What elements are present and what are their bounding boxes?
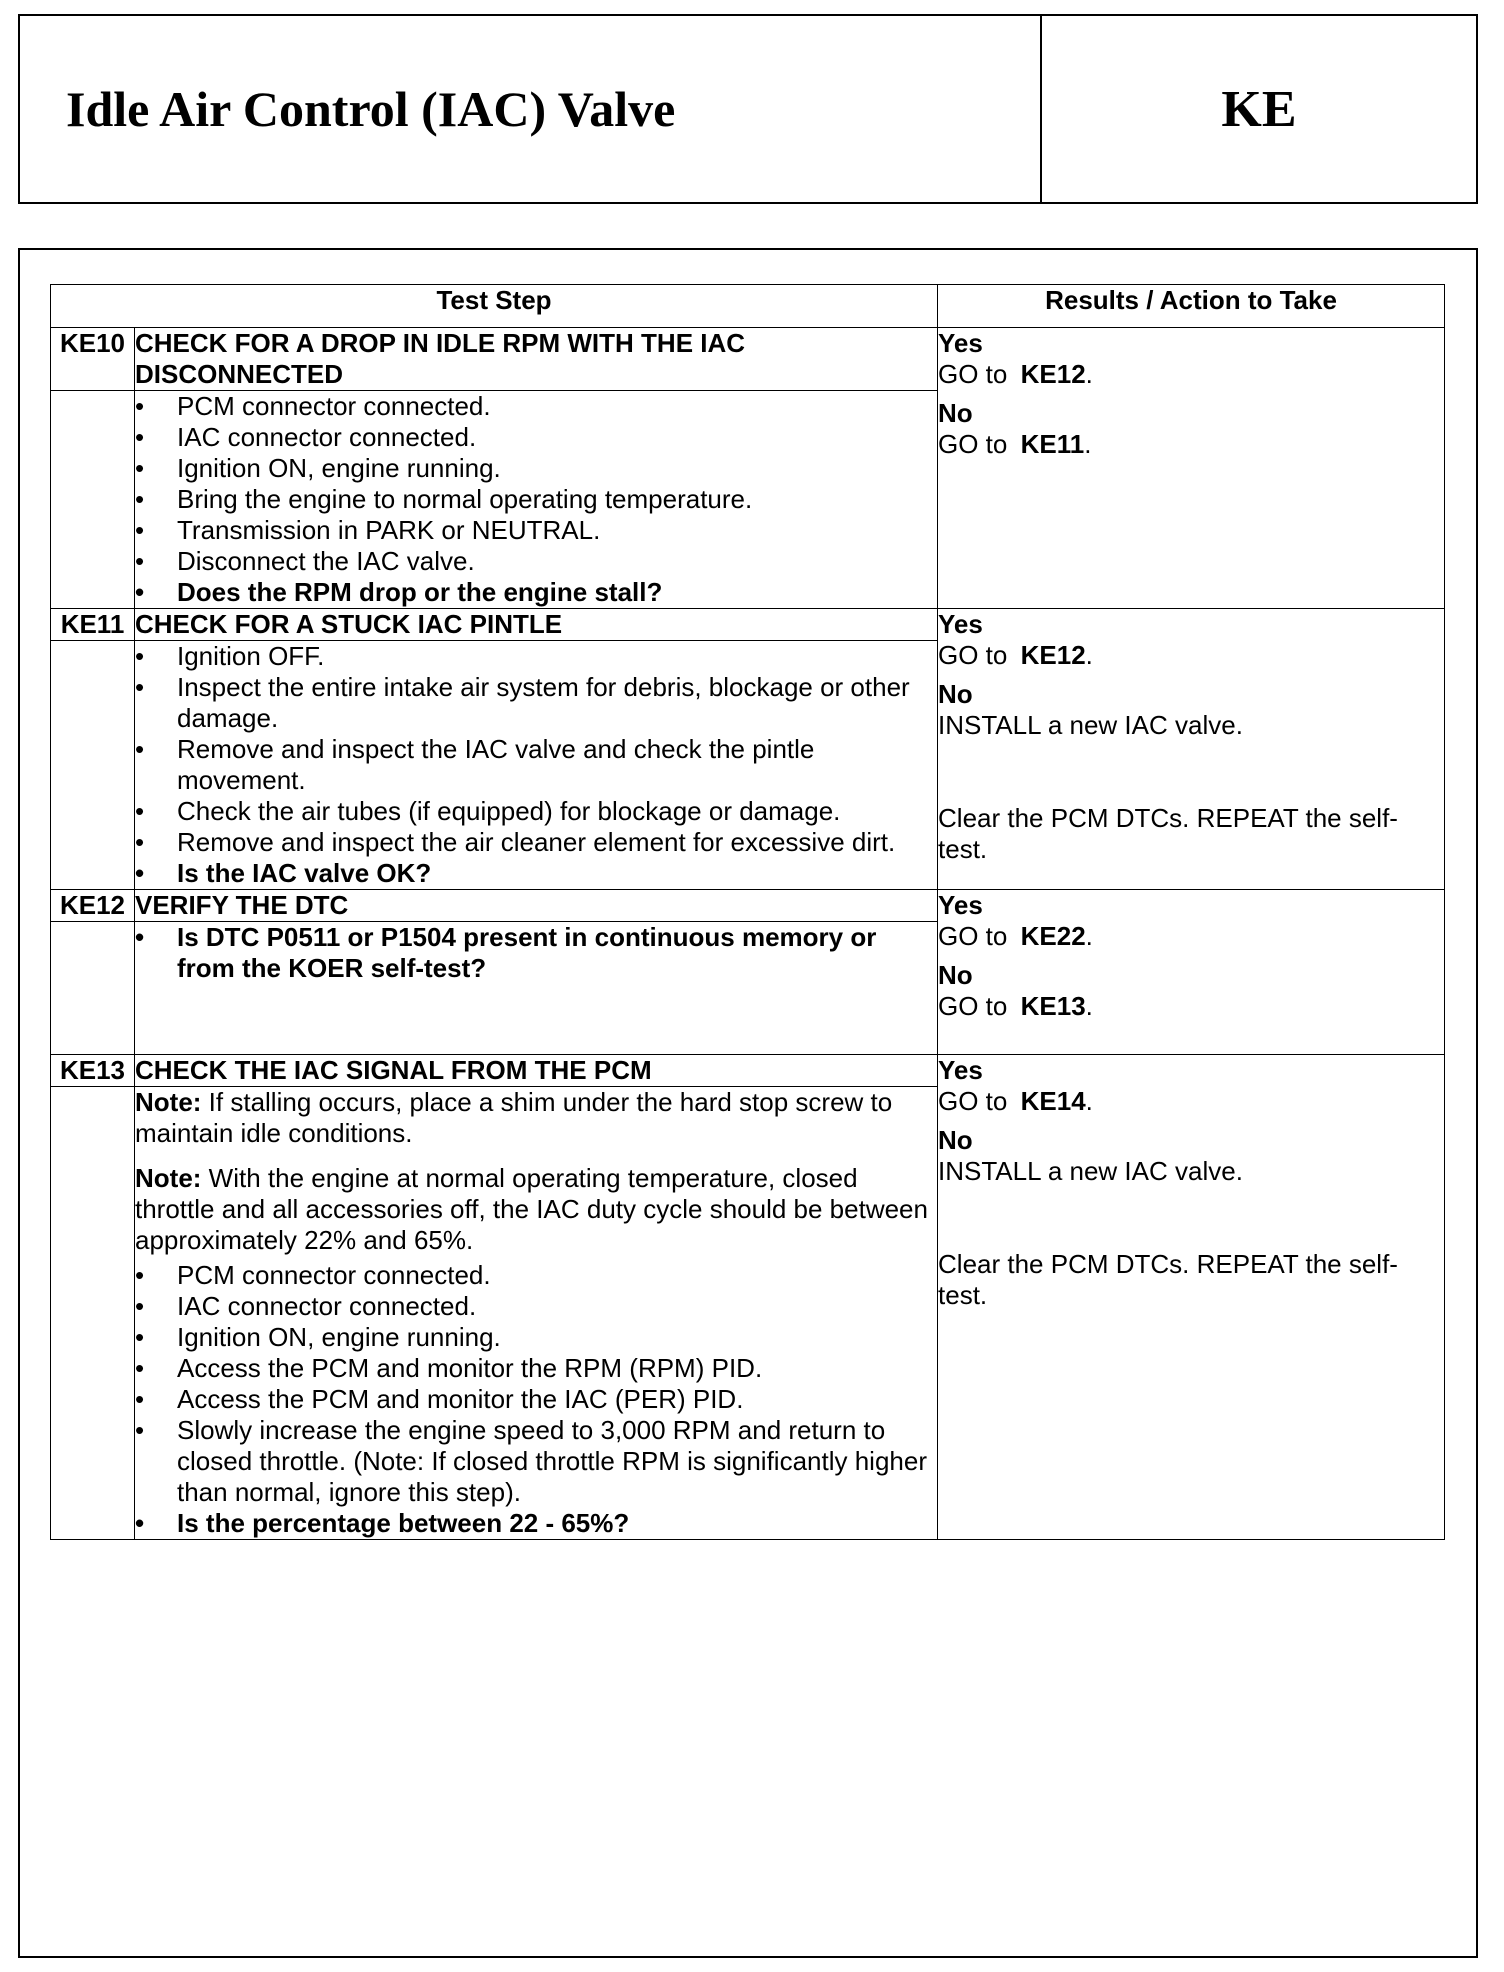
result-followup: Clear the PCM DTCs. REPEAT the self-test. bbox=[938, 803, 1398, 864]
note-label: Note: bbox=[135, 1087, 202, 1117]
step-ke13-result bbox=[938, 1055, 1445, 1540]
table-header-row bbox=[51, 285, 1445, 328]
note-text: With the engine at normal operating temperature, closed throttle and all accessories off, the IAC duty cycle should be between approximately 22% and 65%. bbox=[135, 1163, 928, 1255]
page-title: Idle Air Control (IAC) Valve bbox=[66, 81, 676, 137]
result-no-action: INSTALL a new IAC valve. bbox=[938, 710, 1243, 740]
result-yes-label: Yes bbox=[938, 328, 983, 358]
list-item: • Disconnect the IAC valve. bbox=[135, 546, 937, 577]
step-id-blank bbox=[51, 641, 135, 890]
list-item: • IAC connector connected. bbox=[135, 422, 937, 453]
step-bullet-list bbox=[135, 922, 937, 984]
note-label: Note: bbox=[135, 1163, 202, 1193]
step-ke12-title-row bbox=[51, 890, 1445, 922]
result-spacer bbox=[938, 1187, 1444, 1249]
list-item: • Inspect the entire intake air system for debris, blockage or other damage. bbox=[135, 672, 937, 734]
list-item: • Bring the engine to normal operating temperature. bbox=[135, 484, 937, 515]
step-id: KE13 bbox=[51, 1055, 135, 1087]
result-no: No GO to KE13. bbox=[938, 960, 1444, 1022]
result-yes-label: Yes bbox=[938, 1055, 983, 1085]
list-item: • Access the PCM and monitor the RPM (RPM) PID. bbox=[135, 1353, 937, 1384]
result-yes-target: KE12 bbox=[1020, 359, 1086, 389]
step-title: CHECK FOR A STUCK IAC PINTLE bbox=[135, 609, 938, 641]
step-ke12-result bbox=[938, 890, 1445, 1055]
step-question: • Is the percentage between 22 - 65%? bbox=[135, 1508, 937, 1539]
list-item: • IAC connector connected. bbox=[135, 1291, 937, 1322]
list-item: • PCM connector connected. bbox=[135, 1260, 937, 1291]
list-item: • Access the PCM and monitor the IAC (PER) PID. bbox=[135, 1384, 937, 1415]
step-ke10-result bbox=[938, 328, 1445, 609]
step-body bbox=[135, 922, 938, 1055]
step-id: KE10 bbox=[51, 328, 135, 391]
result-yes-target: KE12 bbox=[1020, 640, 1086, 670]
result-yes-label: Yes bbox=[938, 609, 983, 639]
step-body bbox=[135, 641, 938, 890]
result-no-action: INSTALL a new IAC valve. bbox=[938, 1156, 1243, 1186]
list-item: • Ignition ON, engine running. bbox=[135, 1322, 937, 1353]
result-yes-label: Yes bbox=[938, 890, 983, 920]
step-id-blank bbox=[51, 391, 135, 609]
step-id-blank bbox=[51, 922, 135, 1055]
step-body bbox=[135, 391, 938, 609]
result-followup: Clear the PCM DTCs. REPEAT the self-test. bbox=[938, 1249, 1398, 1310]
step-note bbox=[135, 1163, 937, 1256]
result-no-label: No bbox=[938, 679, 973, 709]
result-yes-action: GO to bbox=[938, 359, 1008, 389]
list-item: • Remove and inspect the IAC valve and check the pintle movement. bbox=[135, 734, 937, 796]
step-title: CHECK THE IAC SIGNAL FROM THE PCM bbox=[135, 1055, 938, 1087]
result-no bbox=[938, 679, 1444, 741]
result-no-label: No bbox=[938, 398, 973, 428]
result-yes-target: KE22 bbox=[1020, 921, 1086, 951]
result-yes: Yes GO to KE14. bbox=[938, 1055, 1444, 1117]
step-note bbox=[135, 1087, 937, 1149]
result-yes-action: GO to bbox=[938, 1086, 1008, 1116]
list-item: • Ignition ON, engine running. bbox=[135, 453, 937, 484]
step-body bbox=[135, 1087, 938, 1540]
result-yes-action: GO to bbox=[938, 640, 1008, 670]
result-spacer bbox=[938, 741, 1444, 803]
result-no: No GO to KE11. bbox=[938, 398, 1444, 460]
list-item: • Transmission in PARK or NEUTRAL. bbox=[135, 515, 937, 546]
result-yes-target: KE14 bbox=[1020, 1086, 1086, 1116]
column-header-results: Results / Action to Take bbox=[938, 285, 1445, 328]
step-title: CHECK FOR A DROP IN IDLE RPM WITH THE IAC DISCONNECTED bbox=[135, 328, 938, 391]
result-no-action: GO to bbox=[938, 991, 1008, 1021]
result-no bbox=[938, 1125, 1444, 1187]
result-yes: Yes GO to KE12. bbox=[938, 609, 1444, 671]
list-item: • PCM connector connected. bbox=[135, 391, 937, 422]
step-ke11-title-row bbox=[51, 609, 1445, 641]
test-step-table bbox=[50, 284, 1445, 1540]
list-item: • Remove and inspect the air cleaner element for excessive dirt. bbox=[135, 827, 937, 858]
result-yes: Yes GO to KE22. bbox=[938, 890, 1444, 952]
step-id: KE11 bbox=[51, 609, 135, 641]
step-bullet-list bbox=[135, 1260, 937, 1539]
step-id-blank bbox=[51, 1087, 135, 1540]
column-header-test-step: Test Step bbox=[51, 285, 938, 328]
result-yes: Yes GO to KE12. bbox=[938, 328, 1444, 390]
list-item: • Check the air tubes (if equipped) for blockage or damage. bbox=[135, 796, 937, 827]
header-title-cell bbox=[20, 16, 1042, 202]
result-no-label: No bbox=[938, 960, 973, 990]
result-no-target: KE13 bbox=[1020, 991, 1086, 1021]
step-title: VERIFY THE DTC bbox=[135, 890, 938, 922]
list-item: • Slowly increase the engine speed to 3,000 RPM and return to closed throttle. (Note: If closed throttle RPM is significantly higher than normal, ignore this step). bbox=[135, 1415, 937, 1508]
page-header bbox=[18, 14, 1478, 204]
step-ke13-title-row bbox=[51, 1055, 1445, 1087]
result-no-action: GO to bbox=[938, 429, 1008, 459]
step-question: • Is DTC P0511 or P1504 present in continuous memory or from the KOER self-test? bbox=[135, 922, 937, 984]
result-no-target: KE11 bbox=[1020, 429, 1085, 459]
list-item: • Ignition OFF. bbox=[135, 641, 937, 672]
step-question: • Does the RPM drop or the engine stall? bbox=[135, 577, 937, 608]
header-code-cell bbox=[1042, 16, 1476, 202]
section-code: KE bbox=[1221, 80, 1297, 138]
step-question: • Is the IAC valve OK? bbox=[135, 858, 937, 889]
step-id: KE12 bbox=[51, 890, 135, 922]
step-ke10-title-row bbox=[51, 328, 1445, 391]
step-ke11-result bbox=[938, 609, 1445, 890]
step-bullet-list bbox=[135, 641, 937, 889]
result-yes-action: GO to bbox=[938, 921, 1008, 951]
note-text: If stalling occurs, place a shim under the hard stop screw to maintain idle conditions. bbox=[135, 1087, 893, 1148]
step-bullet-list bbox=[135, 391, 937, 608]
result-no-label: No bbox=[938, 1125, 973, 1155]
